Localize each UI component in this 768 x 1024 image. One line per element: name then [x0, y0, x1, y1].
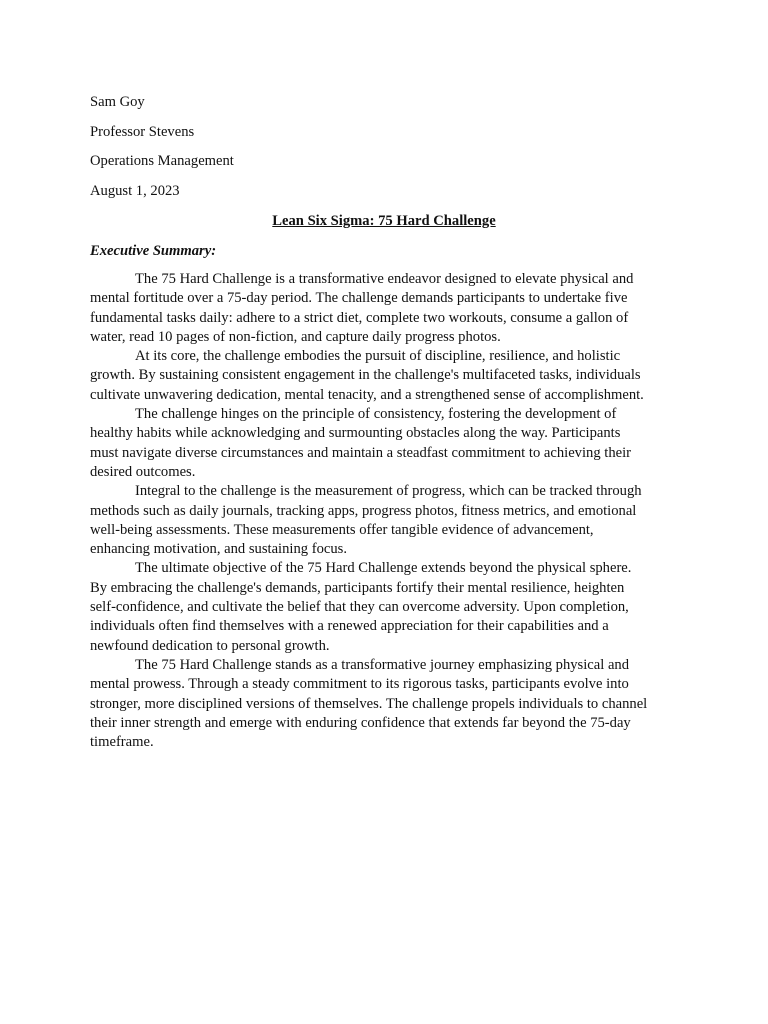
body-paragraph: The 75 Hard Challenge is a transformative endeavor designed to elevate physical and mental fortitude over a 75-day period. The challenge demands participants to undertake five fundamental tasks daily: adhere to a strict diet, complete two workouts, consume a gallon of water, read 10 pages of non-fiction, and capture daily progress photos. — [90, 271, 634, 345]
document-title: Lean Six Sigma: 75 Hard Challenge — [272, 213, 496, 229]
professor-name: Professor Stevens — [90, 123, 195, 140]
section-heading-executive-summary: Executive Summary: — [90, 243, 217, 259]
body-paragraph: The challenge hinges on the principle of consistency, fostering the development of healthy habits while acknowledging and surmounting obstacles along the way. Participants must navigate diverse circumstances and maintain a steadfast commitment to achieving their desired outcomes. — [90, 406, 632, 480]
body-paragraph: The ultimate objective of the 75 Hard Challenge extends beyond the physical sphere. By embracing the challenge's demands, participants fortify their mental resilience, heighten self-confidence, and cultivate the belief that they can overcome adversity. Upon completion, individuals often find themselves with a renewed appreciation for their capabilities and a newfound dedication to personal growth. — [90, 560, 632, 654]
course-name: Operations Management — [90, 153, 234, 170]
body-paragraph: Integral to the challenge is the measurement of progress, which can be tracked through methods such as daily journals, tracking apps, progress photos, fitness metrics, and emotional well-being assessments. These measurements offer tangible evidence of advancement, enhancing motivation, and sustaining focus. — [90, 483, 642, 558]
document-body — [90, 270, 650, 752]
author-name: Sam Goy — [90, 94, 145, 110]
document-date: August 1, 2023 — [90, 183, 180, 200]
body-paragraph: At its core, the challenge embodies the pursuit of discipline, resilience, and holistic growth. By sustaining consistent engagement in the challenge's multifaceted tasks, individuals cultivate unwavering dedication, mental tenacity, and a strengthened sense of accomplishment. — [90, 348, 644, 403]
document-header — [90, 92, 234, 211]
body-paragraph: The 75 Hard Challenge stands as a transformative journey emphasizing physical and mental prowess. Through a steady commitment to its rigorous tasks, participants evolve into stronger, more disciplined versions of themselves. The challenge propels individuals to channel their inner strength and emerge with enduring confidence that extends far beyond the 75-day timeframe. — [90, 656, 648, 751]
